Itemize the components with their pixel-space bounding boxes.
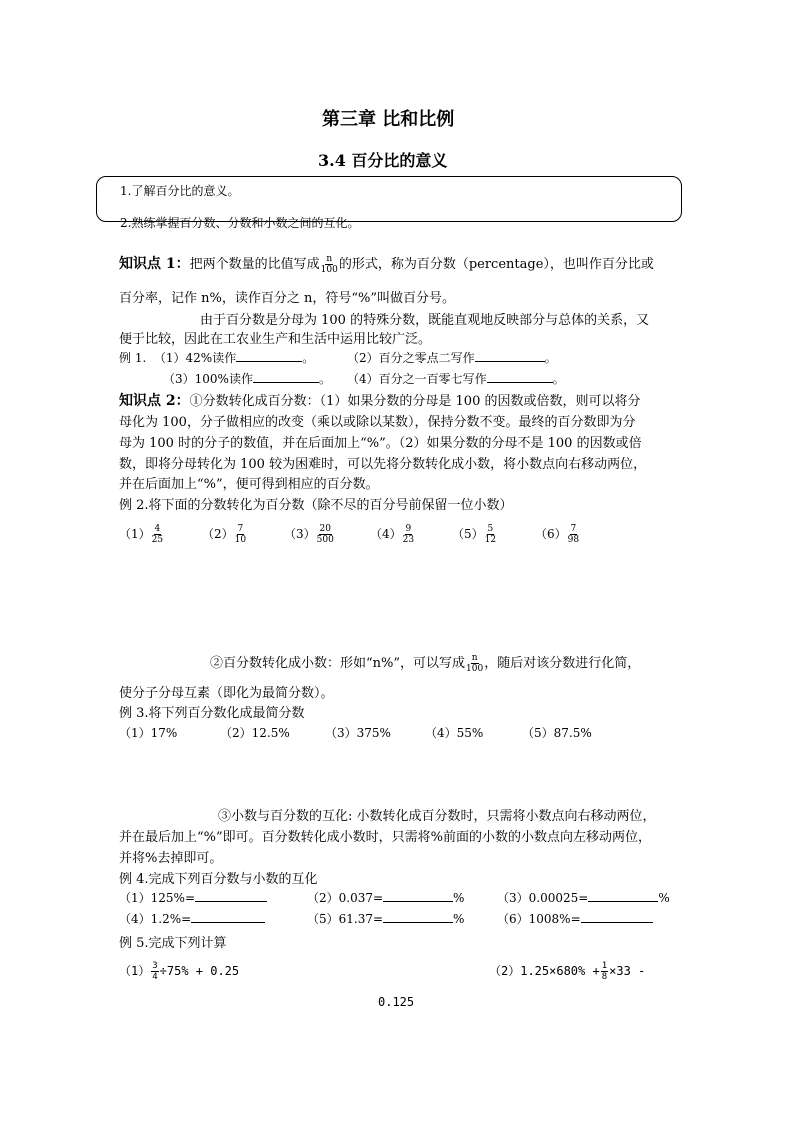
- ex4-item-5: （5）61.37= %: [307, 912, 465, 926]
- ex2-item-1: （1） $\frac{4}{25}$: [119, 524, 164, 545]
- ex5-title: 例 5.完成下列计算: [119, 936, 227, 951]
- kp1-fraction: $\frac{n}{100}$: [320, 254, 338, 275]
- kp2c-line2: 并在最后加上“%”即可。百分数转化成小数时，只需将%前面的小数的小数点向左移动两位，: [119, 830, 651, 845]
- ex3-item-4: （4）55%: [425, 726, 484, 740]
- ex1-q1: （1）42%读作: [153, 351, 237, 365]
- ex4-blank-4[interactable]: [191, 922, 265, 923]
- ex4-item-6: （6）1008%=: [497, 910, 653, 927]
- ex3-item-5: （5）87.5%: [522, 726, 592, 740]
- chapter-title: 第三章 比和比例: [322, 109, 455, 130]
- objective-2: 2.熟练掌握百分数、分数和小数之间的互化。: [120, 216, 360, 230]
- ex1-q4: （4）百分之一百零七写作: [347, 372, 487, 386]
- ex1-q3-row: （3）100%读作 。: [163, 372, 331, 386]
- ex1-label: 例 1.: [119, 351, 147, 365]
- kp1-line2: 百分率，记作 n%，读作百分之 n，符号“%”叫做百分号。: [119, 291, 456, 306]
- ex4-item-4: （4）1.2%=: [119, 910, 265, 927]
- kp2b-line2: 使分子分母互素（即化为最简分数）。: [119, 686, 334, 701]
- ex3-item-2: （2）12.5%: [220, 726, 290, 740]
- kp2b-line1: ②百分数转化成小数：形如“n%”，可以写成 $\frac{n}{100}$ ，随后对该分数进行化简，: [210, 653, 641, 674]
- ex3-item-3: （3）375%: [325, 726, 391, 740]
- kp1-label: 知识点 1：: [119, 256, 190, 272]
- ex4-blank-3[interactable]: [588, 901, 658, 902]
- kp2c-line3: 并将%去掉即可。: [119, 851, 223, 866]
- section-title: 3.4 百分比的意义: [318, 151, 448, 170]
- ex2-item-4: （4） $\frac{9}{23}$: [370, 524, 415, 545]
- kp2c-line1: ③小数与百分数的互化: 小数转化成百分数时，只需将小数点向右移动两位，: [218, 809, 656, 824]
- ex1-row1: 例 1. （1）42%读作 。: [119, 351, 315, 365]
- ex3-item-1: （1）17%: [119, 726, 178, 740]
- ex4-blank-6[interactable]: [581, 922, 653, 923]
- ex1-q3: （3）100%读作: [163, 372, 253, 386]
- ex5-q2: （2）1.25×680% + $\frac{1}{8}$ ×33 -: [489, 961, 646, 982]
- ex1-q4-blank[interactable]: [487, 382, 553, 383]
- kp2b-fraction: $\frac{n}{100}$: [466, 653, 484, 674]
- ex2-item-5: （5） $\frac{5}{12}$: [452, 524, 497, 545]
- kp2-line4: 数，即将分母转化为 100 较为困难时，可以先将分数转化成小数，将小数点向右移动两位，: [119, 457, 647, 472]
- ex4-title: 例 4.完成下列百分数与小数的互化: [119, 872, 318, 887]
- kp2-line2: 母化为 100，分子做相应的改变（乘以或除以某数），保持分数不变。最终的百分数即为分: [119, 415, 636, 430]
- ex4-item-2: （2）0.037= %: [307, 891, 465, 905]
- ex1-q2: （2）百分之零点二写作: [347, 351, 475, 365]
- ex2-title: 例 2.将下面的分数转化为百分数（除不尽的百分号前保留一位小数）: [119, 498, 513, 513]
- ex4-blank-2[interactable]: [383, 901, 453, 902]
- kp1-para1: 由于百分数是分母为 100 的特殊分数，既能直观地反映部分与总体的关系，又: [200, 313, 650, 328]
- ex4-blank-1[interactable]: [195, 901, 267, 902]
- kp2-text-1: ①分数转化成百分数：（1）如果分数的分母是 100 的因数或倍数，则可以将分: [189, 394, 641, 409]
- ex1-q1-blank[interactable]: [236, 361, 302, 362]
- kp1-para2: 便于比较，因此在工农业生产和生活中运用比较广泛。: [119, 332, 432, 347]
- ex1-q2-blank[interactable]: [475, 361, 545, 362]
- objective-1: 1.了解百分比的意义。: [120, 184, 240, 198]
- ex1-q4-row: （4）百分之一百零七写作 。: [347, 372, 565, 386]
- ex2-item-3: （3） $\frac{20}{500}$: [284, 524, 334, 545]
- ex5-q2-tail: 0.125: [378, 995, 415, 1009]
- kp2-line1: [119, 390, 640, 410]
- ex3-title: 例 3.将下列百分数化成最简分数: [119, 706, 305, 721]
- ex2-item-6: （6） $\frac{7}{98}$: [535, 524, 580, 545]
- ex2-item-2: （2） $\frac{7}{10}$: [202, 524, 247, 545]
- kp2-label: 知识点 2：: [119, 393, 190, 409]
- kp2-line3: 母为 100 时的分子的数值，并在后面加上“%”。（2）如果分数的分母不是 100 的因数或倍: [119, 436, 642, 451]
- ex5-q1: （1） $\frac{3}{4}$ ÷75% + 0.25: [119, 961, 240, 982]
- ex4-blank-5[interactable]: [383, 922, 453, 923]
- ex1-q2-row: （2）百分之零点二写作 。: [347, 351, 557, 365]
- kp1-text-b: 的形式，称为百分数（percentage），也叫作百分比或: [338, 257, 654, 272]
- kp2-line5: 并在后面加上“%”，便可得到相应的百分数。: [119, 477, 379, 492]
- ex4-item-3: （3）0.00025= %: [497, 891, 670, 905]
- kp1-text-a: 把两个数量的比值写成: [189, 257, 320, 272]
- ex1-q3-blank[interactable]: [253, 382, 319, 383]
- ex4-item-1: （1）125%=: [119, 889, 267, 906]
- kp1-line1: [119, 253, 654, 275]
